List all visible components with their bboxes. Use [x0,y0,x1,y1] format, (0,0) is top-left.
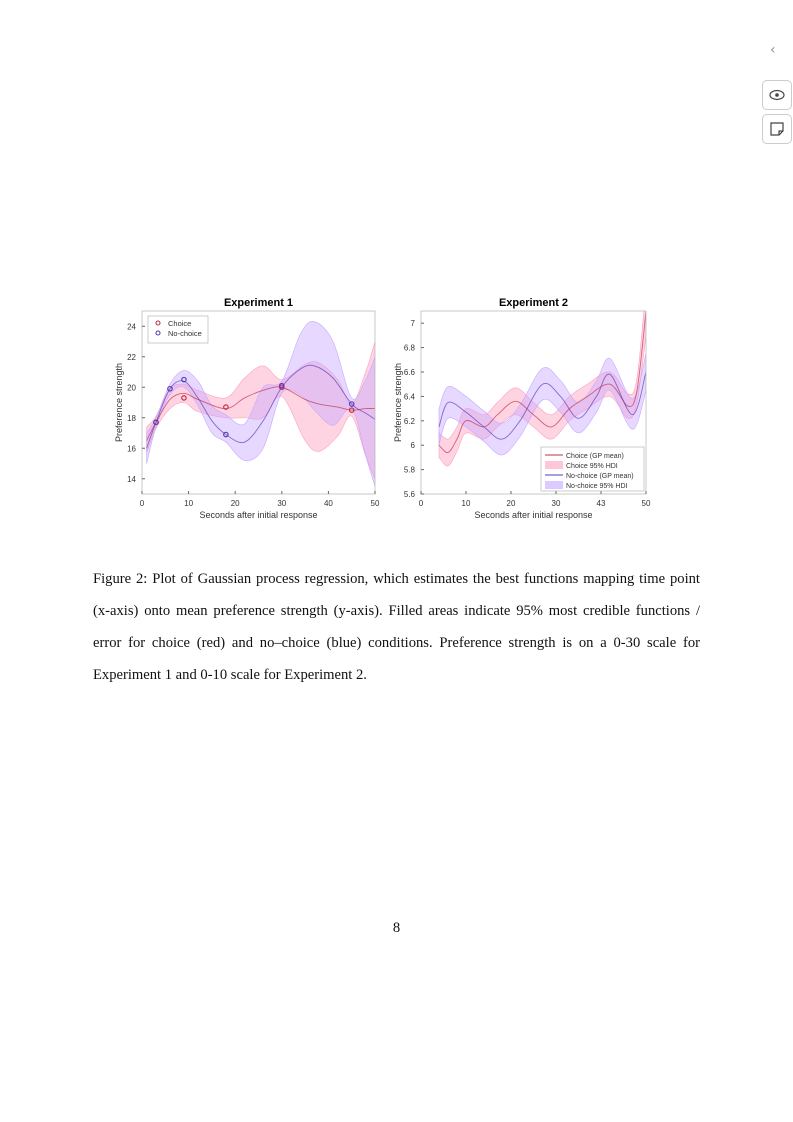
legend-entry: No-choice 95% HDI [566,483,628,490]
y-tick-label: 20 [127,383,136,393]
figure-caption: Figure 2: Plot of Gaussian process regression, which estimates the best functions mapping time point (x-axis) onto mean preference strength (y-axis). Filled areas indicate 95% most credible functions / error for choice (red) and no–choice (blue) conditions. Preference strength is on a 0-30 scale for Experiment 1 and 0-10 scale for Experiment 2. [93,571,700,683]
legend-entry: Choice (GP mean) [566,453,624,460]
chart-title: Experiment 1 [223,297,294,309]
y-tick-label: 16 [127,444,136,454]
legend-entry: No-choice [168,329,202,338]
x-tick-label: 20 [506,499,516,508]
x-tick-label: 30 [277,499,287,508]
hdi-band-no-choice [147,321,375,486]
y-tick-label: 24 [127,322,136,332]
y-tick-label: 7 [410,319,415,329]
chart-2 [393,287,651,520]
x-tick-label: 20 [230,499,240,508]
x-axis-label: Seconds after initial response [474,510,593,520]
figure-2 [0,0,793,540]
x-tick-label: 10 [461,499,471,508]
x-tick-label: 50 [370,499,380,508]
y-tick-label: 6 [410,441,415,451]
y-axis-label: Preference strength [393,362,403,443]
x-tick-label: 0 [418,499,424,508]
x-tick-label: 10 [184,499,194,508]
y-tick-label: 18 [127,413,136,423]
y-tick-label: 22 [127,352,136,362]
legend [541,447,644,491]
y-tick-label: 14 [127,474,136,484]
legend [148,316,208,343]
page-number: 8 [392,920,401,936]
y-tick-label: 6.2 [403,416,415,426]
chevron-left-icon[interactable]: ‹ [770,42,776,58]
y-tick-label: 6.4 [403,392,415,402]
x-tick-label: 43 [596,499,606,508]
y-tick-label: 5.6 [403,490,415,499]
y-tick-label: 6.8 [403,343,415,353]
x-tick-label: 30 [551,499,561,508]
x-tick-label: 40 [323,499,333,508]
chart-title: Experiment 2 [498,297,569,309]
x-tick-label: 0 [139,499,145,508]
hdi-band-no-choice [439,354,646,455]
y-tick-label: 6.6 [403,368,415,377]
x-tick-label: 50 [641,499,651,508]
y-axis-label: Preference strength [114,362,124,443]
y-tick-label: 5.8 [403,465,415,475]
x-axis-label: Seconds after initial response [199,510,318,520]
legend-entry: No-choice (GP mean) [566,473,634,480]
legend-entry: Choice [168,319,192,328]
chart-1 [114,297,380,520]
legend-entry: Choice 95% HDI [566,463,618,470]
